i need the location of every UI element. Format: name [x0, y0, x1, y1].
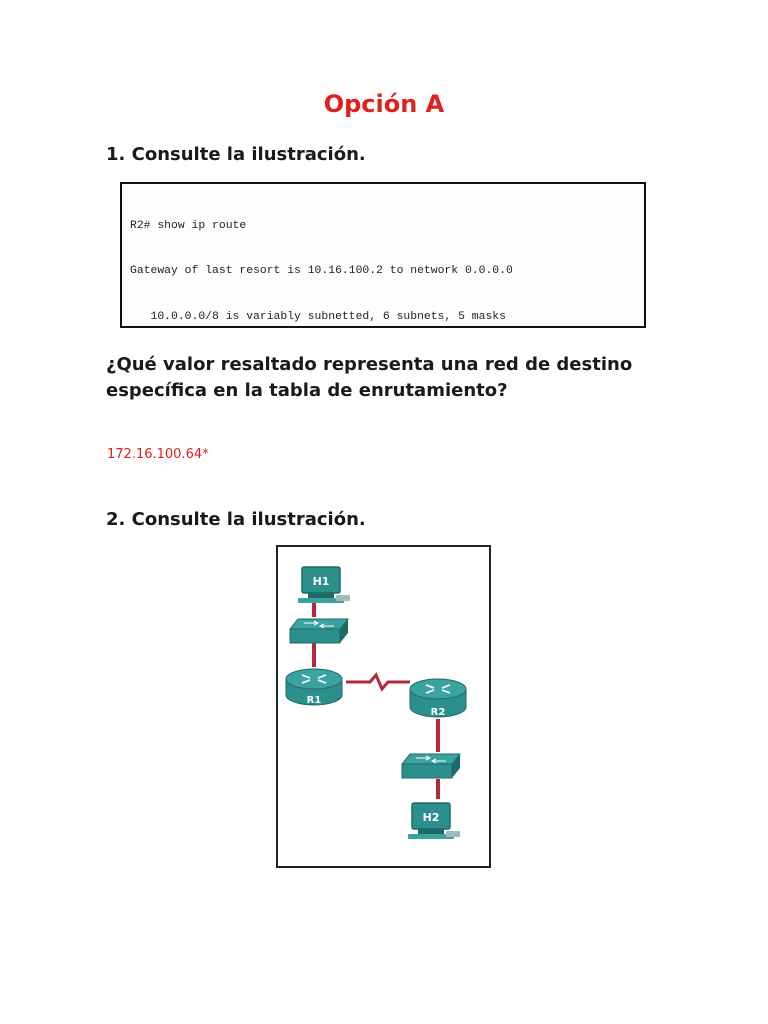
topology-svg [278, 547, 489, 866]
host-h1-label: H1 [312, 575, 330, 588]
host-h2-label: H2 [422, 811, 440, 824]
router-r2-label: R2 [430, 707, 446, 718]
terminal-line: 10.0.0.0/8 is variably subnetted, 6 subnets, 5 masks [130, 310, 506, 323]
switch-2-icon [402, 754, 460, 778]
routing-table-output [120, 182, 646, 328]
network-topology-diagram [276, 545, 491, 868]
router-r1-icon [286, 669, 342, 706]
terminal-line: Gateway of last resort is 10.16.100.2 to network 0.0.0.0 [130, 265, 513, 278]
question-1-heading: 1. Consulte la ilustración. [106, 144, 366, 165]
answer-text: 172.16.100.64* [107, 447, 209, 462]
page-title: Opción A [323, 90, 445, 118]
router-r2-icon [410, 679, 466, 718]
terminal-line: R2# show ip route [130, 220, 247, 233]
switch-1-icon [290, 619, 348, 643]
host-h1-icon [298, 567, 350, 603]
question-text: ¿Qué valor resaltado representa una red de destino específica en la tabla de enrutamiento? [106, 354, 633, 401]
router-r1-label: R1 [306, 695, 322, 706]
host-h2-icon [408, 803, 460, 839]
question-2-heading: 2. Consulte la ilustración. [106, 509, 366, 530]
serial-link-r1-r2 [346, 675, 410, 689]
